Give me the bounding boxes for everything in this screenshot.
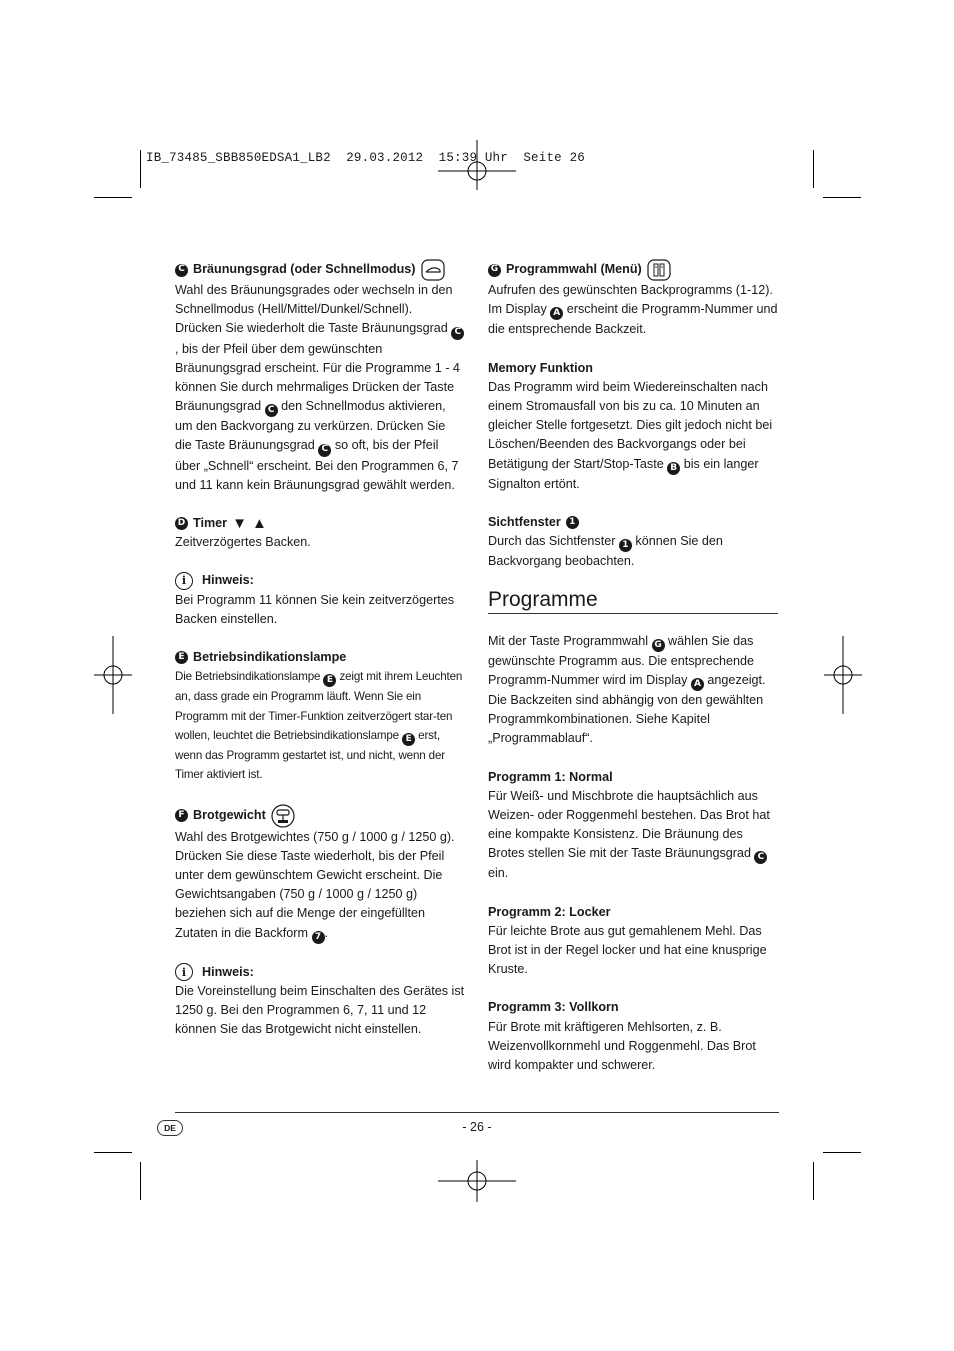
ref-badge-g: G: [488, 264, 501, 277]
paragraph: Durch das Sichtfenster 1 können Sie den Backvorgang beobachten.: [488, 534, 723, 569]
note-2: [175, 963, 465, 1040]
program-3: [488, 998, 778, 1075]
info-icon: i: [175, 963, 193, 981]
ref-badge-c: C: [754, 851, 767, 864]
section-bread-weight: [175, 804, 465, 944]
programme-heading: Programme: [488, 590, 778, 613]
section-browning: [175, 259, 465, 495]
section-memory: [488, 359, 778, 494]
page-number: - 26 -: [462, 1120, 492, 1134]
paragraph: Für Brote mit kräftigeren Mehlsorten, z. B. Weizenvollkornmehl und Roggenmehl. Das Brot wird kompakter und schwerer.: [488, 1019, 756, 1073]
section-title: Timer: [193, 515, 228, 530]
registration-mark-left: [94, 636, 134, 714]
paragraph: Bei Programm 11 können Sie kein zeitverzögertes Backen einstellen.: [175, 592, 455, 626]
registration-mark-right: [822, 636, 862, 714]
crop-mark: [813, 150, 814, 188]
paragraph: Mit der Taste Programmwahl G wählen Sie das gewünschte Programm aus. Die entsprechende Programm-Nummer wird im Display A angezeigt. Die Backzeiten sind abhängig von den gewählten Programmkombinationen. Siehe Kapitel „Programmablauf“.: [488, 633, 766, 746]
paragraph: Aufrufen des gewünschten Backprogramms (1-12). Im Display A erscheint die Programm-Nummer und die entsprechende Backzeit.: [488, 283, 778, 337]
crop-mark: [813, 1162, 814, 1200]
section-program-select: [488, 259, 778, 340]
section-title: Betriebsindikationslampe: [193, 649, 347, 664]
ref-badge-1: 1: [566, 516, 579, 529]
section-title: Programm 1: Normal: [488, 769, 613, 784]
crop-mark: [823, 1152, 861, 1153]
note-1: [175, 571, 465, 629]
crop-mark: [823, 197, 861, 198]
section-title: Programm 2: Locker: [488, 904, 611, 919]
paragraph: Wahl des Bräunungsgrades oder wechseln in den Schnellmodus (Hell/Mittel/Dunkel/Schnell).: [175, 283, 453, 317]
section-title: Brotgewicht: [193, 807, 266, 822]
ref-badge-e: E: [323, 674, 336, 687]
left-column: [175, 259, 465, 1059]
print-header: IB_73485_SBB850EDSA1_LB2 29.03.2012 15:39 Uhr Seite 26: [146, 151, 585, 165]
footer-rule: [175, 1112, 779, 1113]
ref-badge-f: F: [175, 809, 188, 822]
scale-icon: [271, 804, 295, 828]
ref-badge-c: C: [451, 327, 464, 340]
crop-mark: [94, 1152, 132, 1153]
crop-mark: [140, 1162, 141, 1200]
section-timer: [175, 514, 465, 552]
paragraph: Zeitverzögertes Backen.: [175, 535, 311, 550]
ref-badge-7: 7: [312, 931, 325, 944]
section-title: Sichtfenster: [488, 514, 561, 529]
language-badge: DE: [157, 1120, 183, 1136]
ref-badge-c: C: [175, 264, 188, 277]
right-column: [488, 259, 778, 1094]
paragraph: Drücken Sie wiederholt die Taste Bräunungsgrad C, bis der Pfeil über dem gewünschten Bräunungsgrad erscheint. Für die Programme 1 - 4 können Sie durch mehrmaliges Drücken der Taste Bräunungsgrad C den Schnellmodus aktivieren, um den Backvorgang zu verkürzen. Drücken Sie die Taste Bräunungsgrad C so oft, bis der Pfeil über „Schnell“ erscheint. Bei den Programmen 6, 7 und 11 kann kein Bräunungsgrad gewählt werden.: [175, 319, 465, 495]
ref-badge-a: A: [691, 678, 704, 691]
section-title: Bräunungsgrad (oder Schnellmodus): [193, 262, 416, 277]
section-indicator-lamp: [175, 648, 465, 785]
program-2: [488, 903, 778, 980]
crop-mark: [94, 197, 132, 198]
crop-mark: [140, 150, 141, 188]
ref-badge-a: A: [550, 307, 563, 320]
paragraph: Für leichte Brote aus gut gemahlenem Mehl. Das Brot ist in der Regel locker und hat eine knusprige Kruste.: [488, 923, 767, 977]
ref-badge-d: D: [175, 517, 188, 530]
ref-badge-b: B: [667, 462, 680, 475]
ref-badge-c: C: [318, 444, 331, 457]
section-title: Memory Funktion: [488, 360, 593, 375]
menu-icon: [647, 259, 671, 281]
note-title: Hinweis:: [202, 964, 254, 979]
ref-badge-e: E: [402, 733, 415, 746]
ref-badge-1: 1: [619, 539, 632, 552]
note-title: Hinweis:: [202, 573, 254, 588]
ref-badge-c: C: [265, 404, 278, 417]
paragraph: Die Voreinstellung beim Einschalten des Gerätes ist 1250 g. Bei den Programmen 6, 7, 11 und 12 können Sie das Brotgewicht nicht einstellen.: [175, 983, 465, 1037]
paragraph: Für Weiß- und Mischbrote die hauptsächlich aus Weizen- oder Roggenmehl bestehen. Das Brot hat eine kompakte Konsistenz. Die Bräunung des Brotes stellen Sie mit der Taste Bräunungsgrad C ein.: [488, 788, 770, 881]
arrow-down-icon: ▼: [232, 514, 247, 532]
paragraph: Die Betriebsindikationslampe E zeigt mit ihrem Leuchten an, dass grade ein Programm läuft. Wenn Sie ein Programm mit der Timer-Funktion zeitverzögert star-ten wollen, leuchtet die Betriebsindikationslampe E erst, wenn das Programm gestartet ist, und nicht, wenn der Timer aktiviert ist.: [175, 670, 463, 782]
ref-badge-e: E: [175, 651, 188, 664]
arrow-up-icon: ▲: [251, 514, 267, 532]
section-title: Programmwahl (Menü): [506, 262, 642, 277]
programme-intro: [488, 632, 778, 749]
info-icon: i: [175, 572, 193, 590]
ref-badge-g: G: [652, 639, 665, 652]
registration-mark-bottom: [438, 1160, 516, 1202]
program-1: [488, 768, 778, 884]
section-window: [488, 513, 778, 572]
paragraph: Wahl des Brotgewichtes (750 g / 1000 g / 1250 g). Drücken Sie diese Taste wiederholt, bis der Pfeil unter dem gewünschtem Gewicht erscheint. Die Gewichtsangaben (750 g / 1000 g / 1250 g) beziehen sich auf die Menge der eingefüllten Zutaten in die Backform 7 .: [175, 828, 465, 944]
registration-mark-top: [438, 140, 516, 218]
section-title: Programm 3: Vollkorn: [488, 1000, 619, 1015]
browning-icon: [421, 259, 445, 281]
paragraph: Das Programm wird beim Wiedereinschalten nach einem Stromausfall von bis zu ca. 10 Minuten an gleicher Stelle fortgesetzt. Dies gilt jedoch nicht bei Löschen/Beenden des Backvorgangs oder bei Betätigung der Start/Stop-Taste B bis ein langer Signalton ertönt.: [488, 379, 773, 491]
